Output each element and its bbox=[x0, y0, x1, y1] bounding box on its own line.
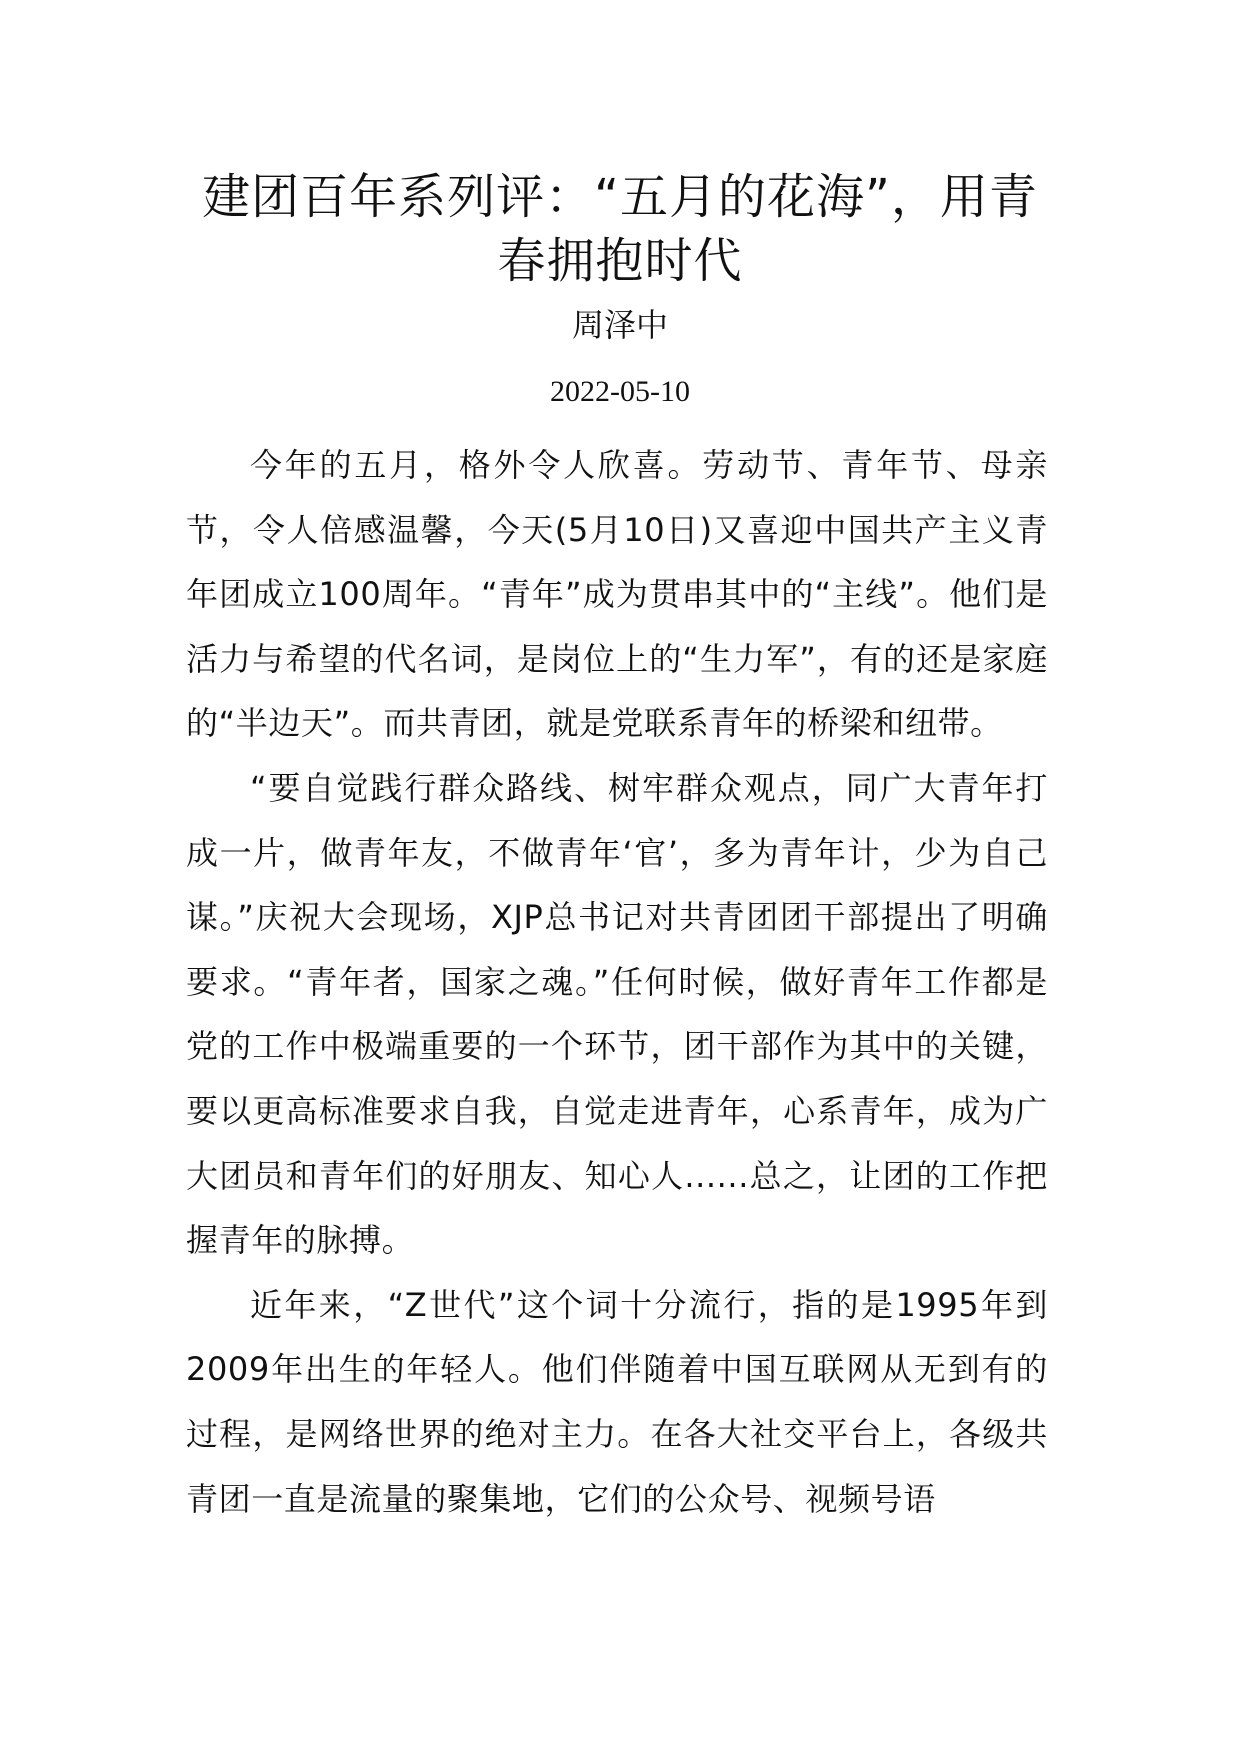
paragraph-2: “要自觉践行群众路线、树牢群众观点，同广大青年打成一片，做青年友，不做青年‘官’，多为青年计，少为自己谋。”庆祝大会现场，XJP总书记对共青团团干部提出了明确要求。“青年者，国家之魂。”任何时候，做好青年工作都是党的工作中极端重要的一个环节，团干部作为其中的关键，要以更高标准要求自我，自觉走进青年，心系青年，成为广大团员和青年们的好朋友、知心人......总之，让团的工作把握青年的脉搏。 bbox=[186, 768, 1048, 1260]
article-body bbox=[186, 433, 1048, 1531]
paragraph-1: 今年的五月，格外令人欣喜。劳动节、青年节、母亲节，令人倍感温馨，今天(5月10日)又喜迎中国共产主义青年团成立100周年。“青年”成为贯串其中的“主线”。他们是活力与希望的代名词，是岗位上的“生力军”，有的还是家庭的“半边天”。而共青团，就是党联系青年的桥梁和纽带。 bbox=[186, 446, 1048, 743]
article-date: 2022-05-10 bbox=[550, 375, 690, 408]
article-author: 周泽中 bbox=[571, 306, 668, 344]
paragraph-3: 近年来，“Z世代”这个词十分流行，指的是1995年到2009年出生的年轻人。他们伴随着中国互联网从无到有的过程，是网络世界的绝对主力。在各大社交平台上，各级共青团一直是流量的聚集地，它们的公众号、视频号语 bbox=[186, 1285, 1048, 1518]
article-title: 建团百年系列评：“五月的花海”，用青春拥抱时代 bbox=[202, 169, 1038, 289]
